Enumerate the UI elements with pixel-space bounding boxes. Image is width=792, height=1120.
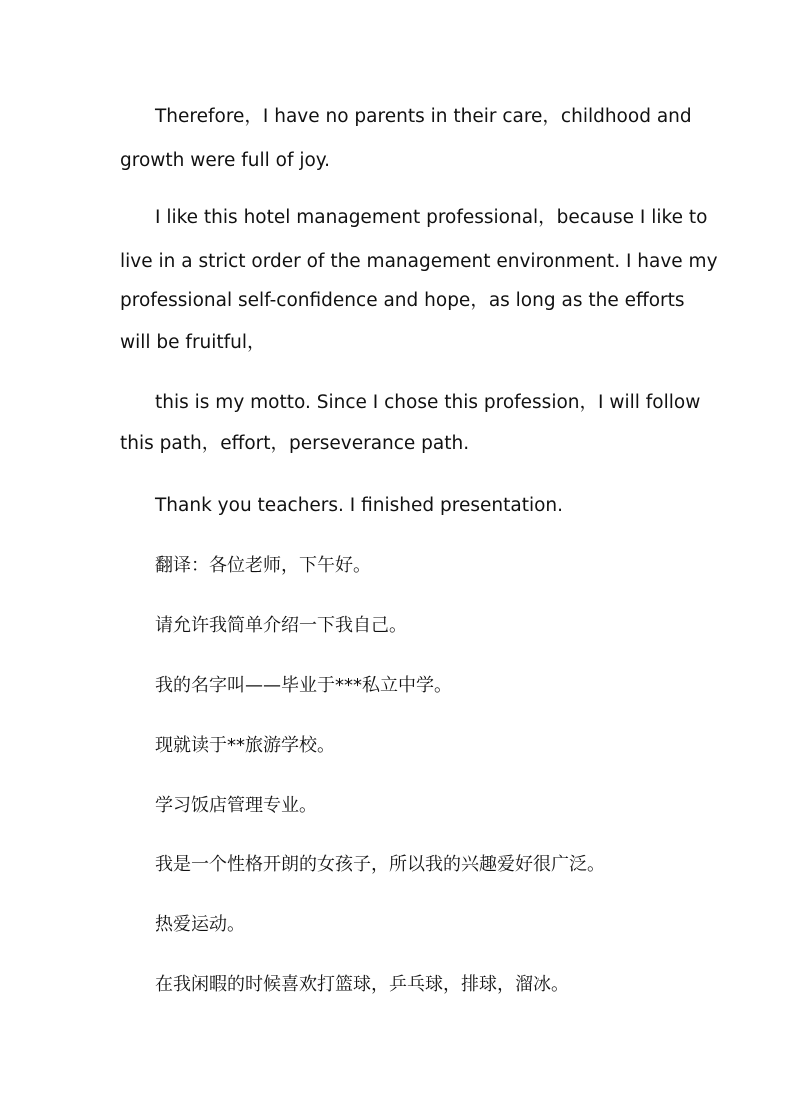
translation-line-2: 我的名字叫——毕业于***私立中学。: [155, 675, 452, 696]
translation-line-3: 现就读于**旅游学校。: [155, 735, 335, 756]
translation-line-1: 请允许我简单介绍一下我自己。: [155, 615, 407, 636]
translation-heading: 翻译：各位老师，下午好。: [155, 555, 371, 576]
paragraph-2-line-1: I like this hotel management professional，because I like to: [155, 207, 708, 228]
paragraph-1-line-1: Therefore，I have no parents in their care，childhood and: [155, 106, 692, 127]
translation-line-5: 我是一个性格开朗的女孩子，所以我的兴趣爱好很广泛。: [155, 854, 605, 875]
paragraph-3-line-1: this is my motto. Since I chose this profession，I will follow: [155, 392, 701, 413]
translation-line-7: 在我闲暇的时候喜欢打篮球，乒乓球，排球，溜冰。: [155, 974, 569, 995]
paragraph-3-line-2: this path，effort，perseverance path.: [120, 433, 470, 454]
paragraph-1-line-2: growth were full of joy.: [120, 150, 330, 171]
paragraph-2-line-2: live in a strict order of the management environment. I have my: [120, 251, 718, 272]
translation-line-4: 学习饭店管理专业。: [155, 795, 317, 816]
paragraph-2-line-4: will be fruitful，: [120, 332, 266, 353]
paragraph-2-line-3: professional self-confidence and hope，as long as the efforts: [120, 290, 685, 311]
translation-line-6: 热爱运动。: [155, 914, 245, 935]
paragraph-4-line-1: Thank you teachers. I finished presentation.: [155, 495, 564, 516]
